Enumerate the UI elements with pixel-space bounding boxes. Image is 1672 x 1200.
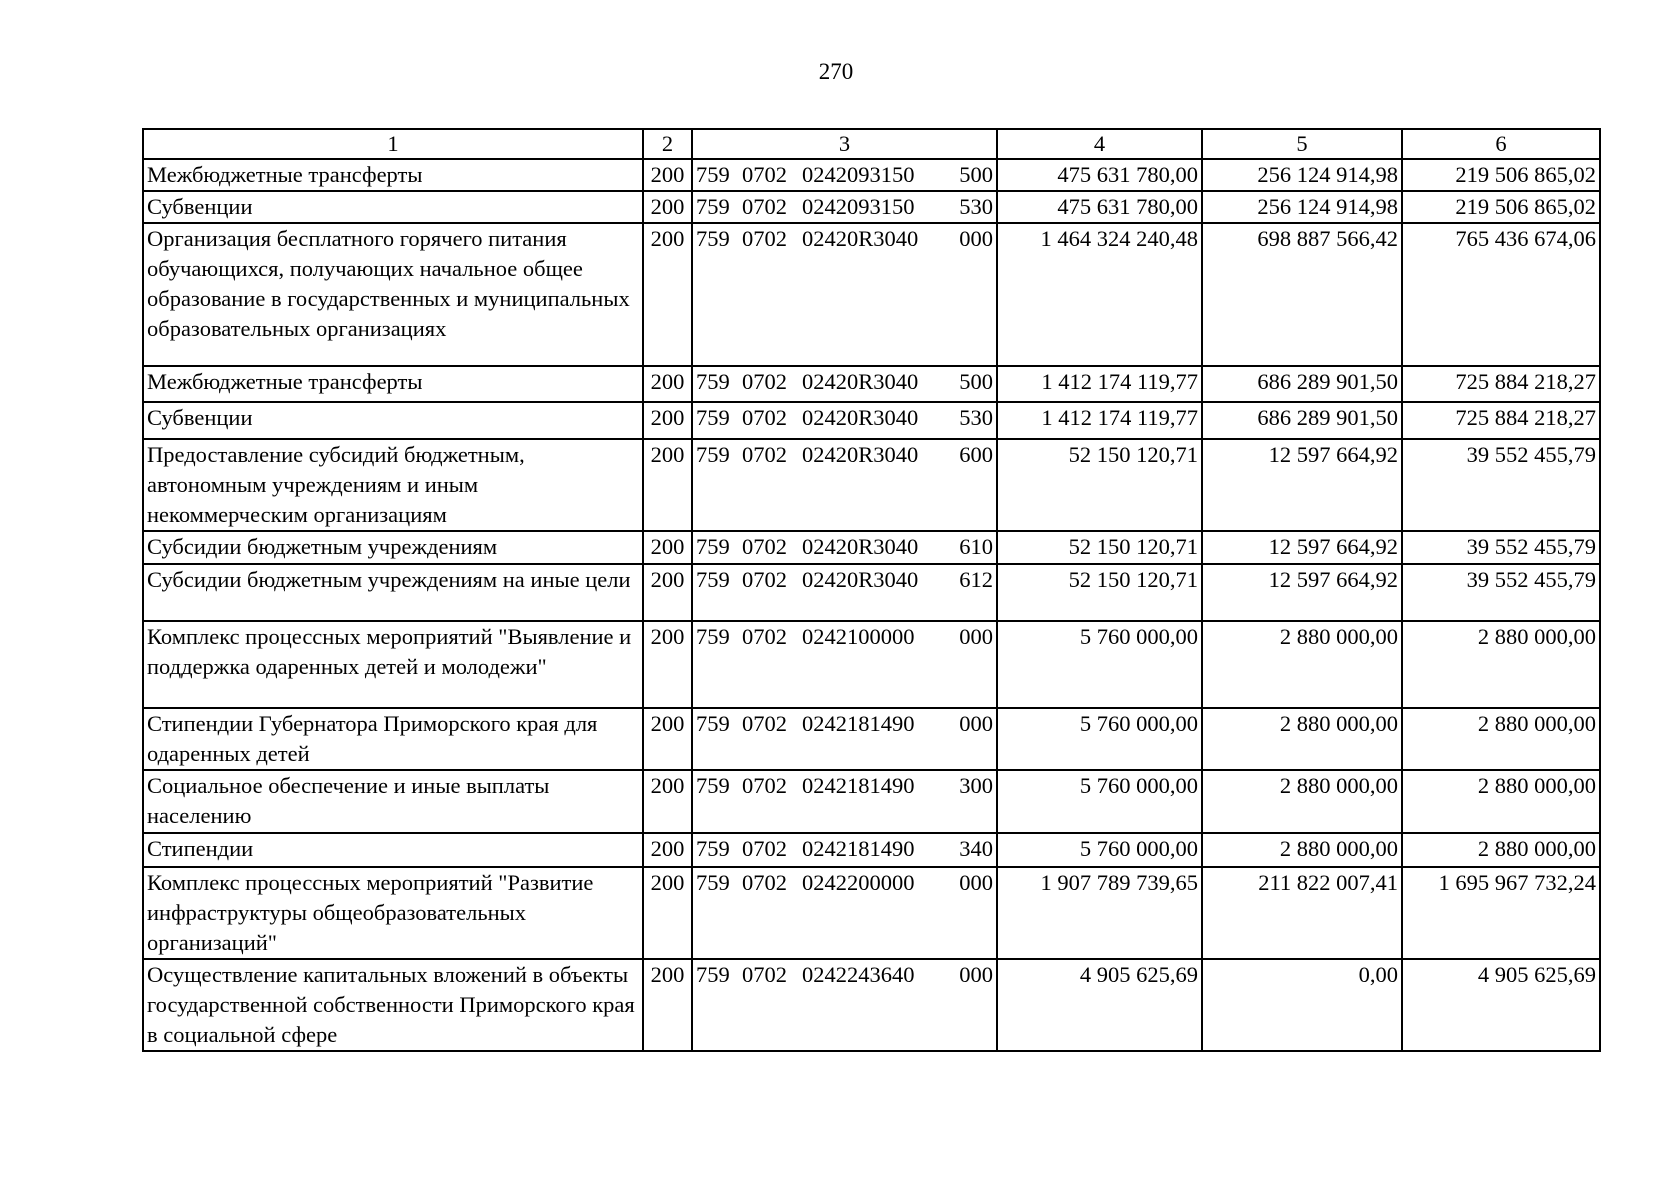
code-type: 000 (959, 226, 993, 251)
row-code (692, 159, 997, 191)
code-target: 0242093150 (802, 162, 915, 187)
row-col-2: 200 (643, 223, 692, 366)
code-section: 0702 (742, 567, 787, 592)
row-code (692, 867, 997, 959)
code-target: 0242243640 (802, 962, 915, 987)
row-name: Субвенции (143, 191, 643, 223)
row-value-4: 1 907 789 739,65 (997, 867, 1202, 959)
header-col-2: 2 (643, 129, 692, 159)
row-value-5: 698 887 566,42 (1202, 223, 1402, 366)
code-section: 0702 (742, 162, 787, 187)
code-section: 0702 (742, 711, 787, 736)
code-section: 0702 (742, 226, 787, 251)
row-name: Осуществление капитальных вложений в объекты государственной собственности Приморского края в социальной сфере (143, 959, 643, 1051)
row-value-6: 39 552 455,79 (1402, 439, 1600, 531)
code-type: 500 (959, 369, 993, 394)
code-target: 02420R3040 (802, 567, 919, 592)
row-col-2: 200 (643, 959, 692, 1051)
table-row (143, 531, 1600, 564)
row-value-4: 475 631 780,00 (997, 159, 1202, 191)
table-row (143, 564, 1600, 621)
row-name: Субсидии бюджетным учреждениям на иные цели (143, 564, 643, 621)
row-code (692, 439, 997, 531)
code-type: 500 (959, 162, 993, 187)
budget-table (142, 128, 1601, 1052)
row-col-2: 200 (643, 708, 692, 770)
row-value-6: 725 884 218,27 (1402, 402, 1600, 439)
row-code (692, 191, 997, 223)
code-target: 02420R3040 (802, 442, 919, 467)
code-target: 0242100000 (802, 624, 915, 649)
row-value-6: 2 880 000,00 (1402, 770, 1600, 833)
table-header (143, 129, 1600, 159)
row-name: Субвенции (143, 402, 643, 439)
row-code (692, 402, 997, 439)
row-value-6: 2 880 000,00 (1402, 708, 1600, 770)
code-admin: 759 (696, 226, 730, 251)
row-col-2: 200 (643, 867, 692, 959)
table-row (143, 159, 1600, 191)
code-admin: 759 (696, 836, 730, 861)
row-value-5: 686 289 901,50 (1202, 366, 1402, 402)
code-section: 0702 (742, 870, 787, 895)
row-col-2: 200 (643, 564, 692, 621)
code-type: 340 (959, 836, 993, 861)
code-admin: 759 (696, 194, 730, 219)
code-type: 612 (959, 567, 993, 592)
code-type: 000 (959, 624, 993, 649)
row-value-5: 686 289 901,50 (1202, 402, 1402, 439)
table-row (143, 770, 1600, 833)
row-value-4: 52 150 120,71 (997, 564, 1202, 621)
code-type: 300 (959, 773, 993, 798)
page-number: 270 (818, 59, 854, 84)
code-admin: 759 (696, 773, 730, 798)
row-col-2: 200 (643, 159, 692, 191)
row-value-4: 5 760 000,00 (997, 708, 1202, 770)
code-target: 02420R3040 (802, 534, 919, 559)
row-value-5: 12 597 664,92 (1202, 531, 1402, 564)
row-code (692, 531, 997, 564)
row-col-2: 200 (643, 439, 692, 531)
row-code (692, 621, 997, 708)
header-row (143, 129, 1600, 159)
row-value-6: 2 880 000,00 (1402, 621, 1600, 708)
row-value-5: 12 597 664,92 (1202, 564, 1402, 621)
code-admin: 759 (696, 624, 730, 649)
row-name: Стипендии (143, 833, 643, 867)
code-target: 0242181490 (802, 773, 915, 798)
row-value-6: 219 506 865,02 (1402, 191, 1600, 223)
row-col-2: 200 (643, 621, 692, 708)
row-value-4: 5 760 000,00 (997, 833, 1202, 867)
row-name: Межбюджетные трансферты (143, 366, 643, 402)
table-row (143, 708, 1600, 770)
row-col-2: 200 (643, 833, 692, 867)
row-value-4: 5 760 000,00 (997, 621, 1202, 708)
row-name: Предоставление субсидий бюджетным, автономным учреждениям и иным некоммерческим организациям (143, 439, 643, 531)
code-type: 530 (959, 405, 993, 430)
row-name: Комплекс процессных мероприятий "Выявление и поддержка одаренных детей и молодежи" (143, 621, 643, 708)
row-col-2: 200 (643, 366, 692, 402)
table-row (143, 402, 1600, 439)
row-col-2: 200 (643, 402, 692, 439)
code-admin: 759 (696, 567, 730, 592)
row-code (692, 708, 997, 770)
row-value-6: 765 436 674,06 (1402, 223, 1600, 366)
table-body (143, 159, 1600, 1051)
code-section: 0702 (742, 194, 787, 219)
table-row (143, 867, 1600, 959)
row-value-5: 256 124 914,98 (1202, 191, 1402, 223)
row-value-5: 12 597 664,92 (1202, 439, 1402, 531)
header-col-6: 6 (1402, 129, 1600, 159)
code-section: 0702 (742, 962, 787, 987)
row-value-6: 1 695 967 732,24 (1402, 867, 1600, 959)
code-section: 0702 (742, 369, 787, 394)
row-value-5: 2 880 000,00 (1202, 621, 1402, 708)
row-value-4: 52 150 120,71 (997, 531, 1202, 564)
row-value-4: 4 905 625,69 (997, 959, 1202, 1051)
code-section: 0702 (742, 773, 787, 798)
header-col-4: 4 (997, 129, 1202, 159)
code-type: 000 (959, 870, 993, 895)
code-section: 0702 (742, 405, 787, 430)
table-row (143, 439, 1600, 531)
row-value-4: 1 412 174 119,77 (997, 402, 1202, 439)
row-value-4: 1 464 324 240,48 (997, 223, 1202, 366)
row-code (692, 770, 997, 833)
row-col-2: 200 (643, 531, 692, 564)
code-admin: 759 (696, 442, 730, 467)
row-value-6: 2 880 000,00 (1402, 833, 1600, 867)
row-name: Межбюджетные трансферты (143, 159, 643, 191)
row-name: Субсидии бюджетным учреждениям (143, 531, 643, 564)
row-name: Комплекс процессных мероприятий "Развитие инфраструктуры общеобразовательных организаций" (143, 867, 643, 959)
code-type: 600 (959, 442, 993, 467)
row-code (692, 959, 997, 1051)
code-target: 0242200000 (802, 870, 915, 895)
code-admin: 759 (696, 962, 730, 987)
row-value-5: 0,00 (1202, 959, 1402, 1051)
code-type: 000 (959, 962, 993, 987)
code-section: 0702 (742, 624, 787, 649)
row-value-6: 725 884 218,27 (1402, 366, 1600, 402)
row-value-6: 39 552 455,79 (1402, 564, 1600, 621)
table-row (143, 621, 1600, 708)
table-row (143, 959, 1600, 1051)
row-code (692, 833, 997, 867)
row-value-4: 1 412 174 119,77 (997, 366, 1202, 402)
row-col-2: 200 (643, 191, 692, 223)
code-admin: 759 (696, 870, 730, 895)
row-code (692, 366, 997, 402)
code-admin: 759 (696, 369, 730, 394)
code-target: 02420R3040 (802, 369, 919, 394)
code-type: 530 (959, 194, 993, 219)
table-row (143, 223, 1600, 366)
row-code (692, 564, 997, 621)
code-section: 0702 (742, 836, 787, 861)
table-row (143, 366, 1600, 402)
row-code (692, 223, 997, 366)
row-name: Социальное обеспечение и иные выплаты населению (143, 770, 643, 833)
row-value-4: 5 760 000,00 (997, 770, 1202, 833)
code-section: 0702 (742, 442, 787, 467)
code-target: 0242181490 (802, 836, 915, 861)
row-name: Организация бесплатного горячего питания обучающихся, получающих начальное общее образование в государственных и муниципальных образовательных организациях (143, 223, 643, 366)
header-col-3: 3 (692, 129, 997, 159)
row-col-2: 200 (643, 770, 692, 833)
code-target: 0242093150 (802, 194, 915, 219)
code-admin: 759 (696, 405, 730, 430)
code-target: 02420R3040 (802, 405, 919, 430)
row-value-5: 2 880 000,00 (1202, 770, 1402, 833)
table-row (143, 191, 1600, 223)
code-target: 02420R3040 (802, 226, 919, 251)
header-col-1: 1 (143, 129, 643, 159)
code-type: 000 (959, 711, 993, 736)
row-value-5: 211 822 007,41 (1202, 867, 1402, 959)
row-value-4: 52 150 120,71 (997, 439, 1202, 531)
code-section: 0702 (742, 534, 787, 559)
row-value-5: 2 880 000,00 (1202, 833, 1402, 867)
row-value-6: 39 552 455,79 (1402, 531, 1600, 564)
row-value-6: 4 905 625,69 (1402, 959, 1600, 1051)
code-type: 610 (959, 534, 993, 559)
row-value-6: 219 506 865,02 (1402, 159, 1600, 191)
header-col-5: 5 (1202, 129, 1402, 159)
row-name: Стипендии Губернатора Приморского края для одаренных детей (143, 708, 643, 770)
code-admin: 759 (696, 711, 730, 736)
code-admin: 759 (696, 162, 730, 187)
table-row (143, 833, 1600, 867)
code-target: 0242181490 (802, 711, 915, 736)
row-value-4: 475 631 780,00 (997, 191, 1202, 223)
row-value-5: 2 880 000,00 (1202, 708, 1402, 770)
row-value-5: 256 124 914,98 (1202, 159, 1402, 191)
code-admin: 759 (696, 534, 730, 559)
